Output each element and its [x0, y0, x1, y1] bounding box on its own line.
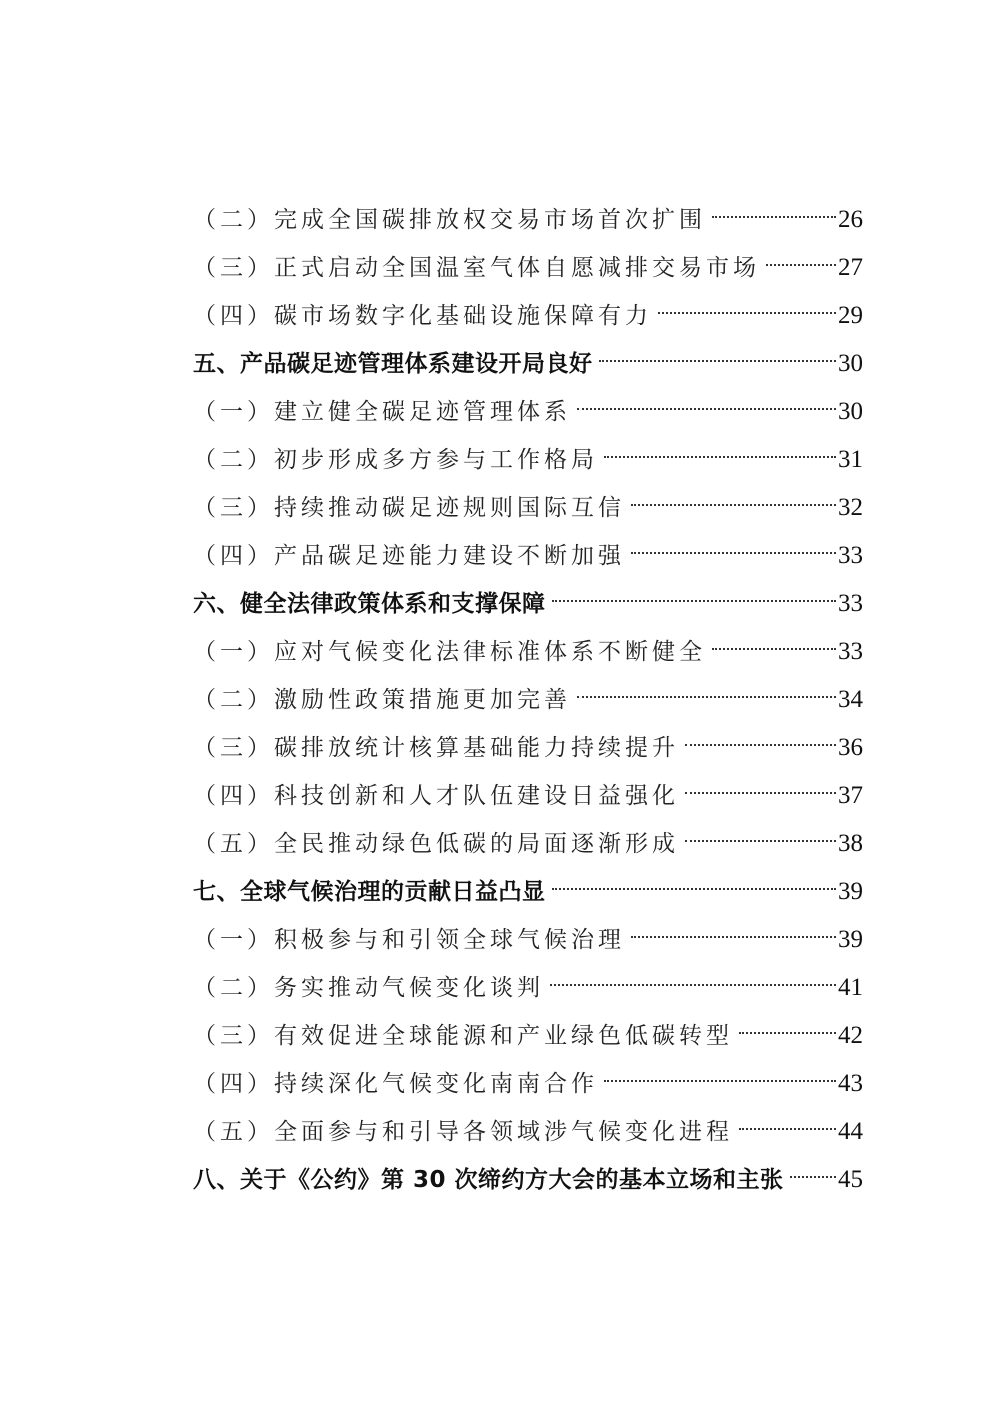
toc-dot-leader	[739, 1032, 836, 1034]
toc-section-entry[interactable]	[193, 1012, 863, 1060]
toc-entry-title: （二）激励性政策措施更加完善	[193, 687, 571, 713]
toc-section-entry[interactable]	[193, 916, 863, 964]
toc-section-entry[interactable]	[193, 532, 863, 580]
toc-section-entry[interactable]	[193, 772, 863, 820]
toc-chapter-entry[interactable]	[193, 1156, 863, 1204]
toc-dot-leader	[604, 1080, 836, 1082]
toc-section-entry[interactable]	[193, 628, 863, 676]
toc-dot-leader	[577, 408, 836, 410]
toc-entry-title: （二）完成全国碳排放权交易市场首次扩围	[193, 207, 706, 233]
toc-dot-leader	[712, 648, 836, 650]
toc-entry-title: （四）科技创新和人才队伍建设日益强化	[193, 783, 679, 809]
toc-dot-leader	[550, 984, 836, 986]
toc-dot-leader	[631, 936, 836, 938]
toc-entry-title: （五）全民推动绿色低碳的局面逐渐形成	[193, 831, 679, 857]
toc-dot-leader	[599, 360, 837, 362]
toc-page-number: 33	[838, 542, 863, 569]
toc-entry-title: （一）应对气候变化法律标准体系不断健全	[193, 639, 706, 665]
toc-dot-leader	[577, 696, 836, 698]
toc-entry-title: （三）正式启动全国温室气体自愿减排交易市场	[193, 255, 760, 281]
toc-page-number: 32	[838, 494, 863, 521]
toc-dot-leader	[712, 216, 836, 218]
toc-page-number: 38	[838, 830, 863, 857]
toc-section-entry[interactable]	[193, 436, 863, 484]
toc-page-number: 39	[838, 926, 863, 953]
toc-section-entry[interactable]	[193, 820, 863, 868]
toc-entry-title: （二）务实推动气候变化谈判	[193, 975, 544, 1001]
toc-entry-title: （一）建立健全碳足迹管理体系	[193, 399, 571, 425]
toc-page-number: 44	[838, 1118, 863, 1145]
toc-entry-title: （五）全面参与和引导各领域涉气候变化进程	[193, 1119, 733, 1145]
toc-entry-title: （三）碳排放统计核算基础能力持续提升	[193, 735, 679, 761]
toc-entry-title: （二）初步形成多方参与工作格局	[193, 447, 598, 473]
toc-entry-title: 五、产品碳足迹管理体系建设开局良好	[193, 351, 593, 377]
toc-page-number: 43	[838, 1070, 863, 1097]
toc-page-number: 37	[838, 782, 863, 809]
toc-dot-leader	[685, 840, 836, 842]
toc-page-number: 27	[838, 254, 863, 281]
toc-page-number: 42	[838, 1022, 863, 1049]
toc-entry-title: 六、健全法律政策体系和支撑保障	[193, 591, 546, 617]
toc-dot-leader	[790, 1176, 836, 1178]
toc-dot-leader	[631, 552, 836, 554]
toc-entry-title: （三）持续推动碳足迹规则国际互信	[193, 495, 625, 521]
toc-section-entry[interactable]	[193, 244, 863, 292]
toc-dot-leader	[739, 1128, 836, 1130]
toc-page-number: 33	[838, 638, 863, 665]
toc-page-number: 39	[838, 878, 863, 905]
toc-section-entry[interactable]	[193, 724, 863, 772]
toc-section-entry[interactable]	[193, 964, 863, 1012]
toc-page-number: 34	[838, 686, 863, 713]
toc-dot-leader	[604, 456, 836, 458]
toc-section-entry[interactable]	[193, 292, 863, 340]
toc-page-number: 26	[838, 206, 863, 233]
toc-section-entry[interactable]	[193, 196, 863, 244]
toc-page-number: 29	[838, 302, 863, 329]
toc-page-number: 41	[838, 974, 863, 1001]
toc-entry-title: （四）持续深化气候变化南南合作	[193, 1071, 598, 1097]
toc-dot-leader	[552, 600, 837, 602]
toc-chapter-entry[interactable]	[193, 340, 863, 388]
toc-section-entry[interactable]	[193, 1108, 863, 1156]
toc-dot-leader	[685, 744, 836, 746]
toc-dot-leader	[552, 888, 837, 890]
toc-dot-leader	[685, 792, 836, 794]
toc-section-entry[interactable]	[193, 676, 863, 724]
toc-entry-title: （三）有效促进全球能源和产业绿色低碳转型	[193, 1023, 733, 1049]
toc-entry-title: 八、关于《公约》第 30 次缔约方大会的基本立场和主张	[193, 1167, 784, 1193]
toc-dot-leader	[766, 264, 836, 266]
toc-page-number: 30	[838, 350, 863, 377]
toc-entry-title: 七、全球气候治理的贡献日益凸显	[193, 879, 546, 905]
toc-page-number: 45	[838, 1166, 863, 1193]
toc-chapter-entry[interactable]	[193, 580, 863, 628]
toc-dot-leader	[631, 504, 836, 506]
table-of-contents	[193, 196, 863, 1204]
toc-section-entry[interactable]	[193, 388, 863, 436]
toc-page-number: 36	[838, 734, 863, 761]
toc-entry-title: （四）碳市场数字化基础设施保障有力	[193, 303, 652, 329]
toc-page-number: 33	[838, 590, 863, 617]
toc-entry-title: （四）产品碳足迹能力建设不断加强	[193, 543, 625, 569]
toc-entry-title: （一）积极参与和引领全球气候治理	[193, 927, 625, 953]
toc-chapter-entry[interactable]	[193, 868, 863, 916]
toc-page-number: 30	[838, 398, 863, 425]
toc-section-entry[interactable]	[193, 484, 863, 532]
toc-section-entry[interactable]	[193, 1060, 863, 1108]
toc-page-number: 31	[838, 446, 863, 473]
toc-dot-leader	[658, 312, 836, 314]
